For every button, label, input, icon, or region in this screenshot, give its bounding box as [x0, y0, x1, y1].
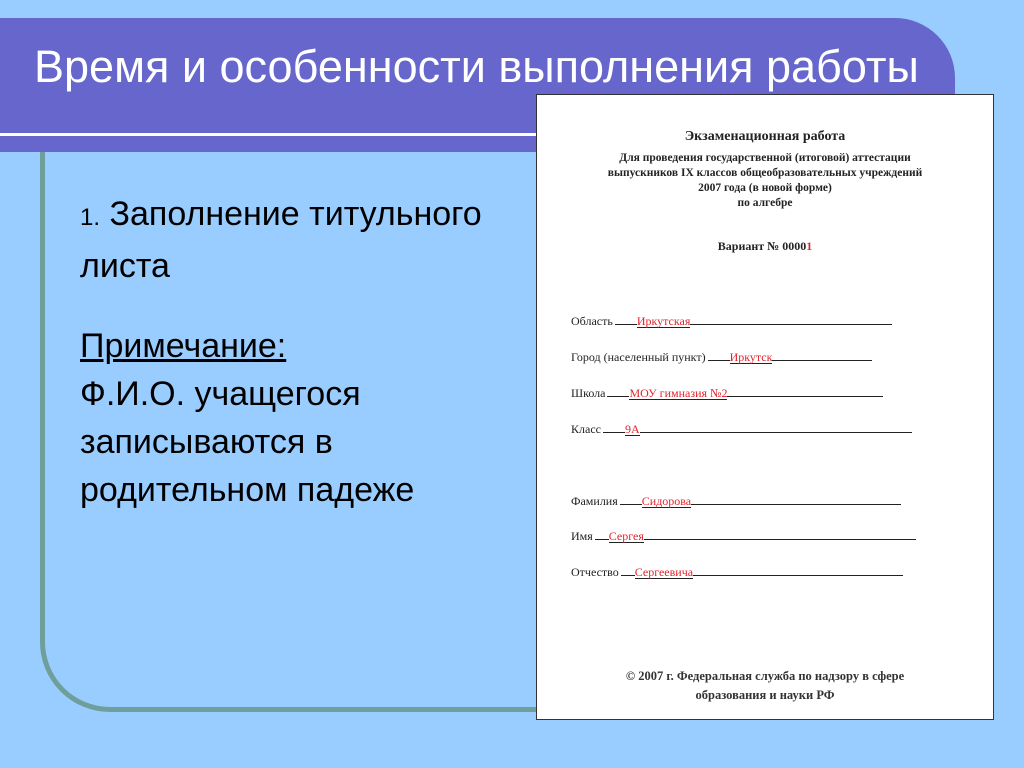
field-label: Класс — [571, 422, 601, 436]
note-text: Ф.И.О. учащегося записываются в родительном падеже — [80, 375, 415, 509]
field-value: 9А — [624, 422, 640, 436]
doc-subtitle-line: по алгебре — [737, 197, 793, 209]
field-surname — [571, 491, 901, 509]
doc-subtitle — [537, 151, 993, 211]
slide-content — [80, 190, 520, 514]
variant-label: Вариант № 0000 — [717, 239, 807, 253]
doc-subtitle-line: выпускников IX классов общеобразовательных учреждений — [607, 167, 923, 179]
doc-title: Экзаменационная работа — [684, 129, 846, 144]
field-name — [571, 526, 916, 544]
field-value: Иркутск — [729, 350, 773, 364]
field-class — [571, 419, 912, 437]
doc-footer — [537, 667, 993, 705]
field-value: Сергеевича — [634, 565, 694, 579]
field-label: Фамилия — [571, 494, 618, 508]
field-value: Сидорова — [641, 494, 692, 508]
field-patronymic — [571, 562, 903, 580]
title-underline — [0, 133, 540, 136]
field-value: МОУ гимназия №2 — [629, 386, 728, 400]
doc-variant — [537, 239, 993, 254]
field-region — [571, 311, 892, 329]
field-label: Отчество — [571, 565, 619, 579]
doc-subtitle-line: 2007 года (в новой форме) — [698, 182, 832, 194]
field-school — [571, 383, 883, 401]
exam-title-page — [536, 94, 994, 720]
doc-footer-line: © 2007 г. Федеральная служба по надзору в сфере — [625, 669, 905, 683]
field-label: Город (населенный пункт) — [571, 350, 706, 364]
slide-title: Время и особенности выполнения работы — [34, 41, 919, 92]
note-heading: Примечание: — [80, 327, 287, 365]
variant-digit: 1 — [806, 239, 813, 253]
field-city — [571, 347, 872, 365]
field-label: Область — [571, 314, 613, 328]
field-label: Школа — [571, 386, 606, 400]
field-value: Иркутская — [636, 314, 691, 328]
doc-footer-line: образования и науки РФ — [695, 688, 835, 702]
list-item — [80, 190, 520, 290]
list-item-number: 1. — [80, 204, 101, 231]
field-label: Имя — [571, 529, 593, 543]
doc-subtitle-line: Для проведения государственной (итоговой) аттестации — [619, 152, 911, 164]
field-value: Сергея — [608, 529, 644, 543]
list-item-text: Заполнение титульного листа — [80, 195, 482, 285]
